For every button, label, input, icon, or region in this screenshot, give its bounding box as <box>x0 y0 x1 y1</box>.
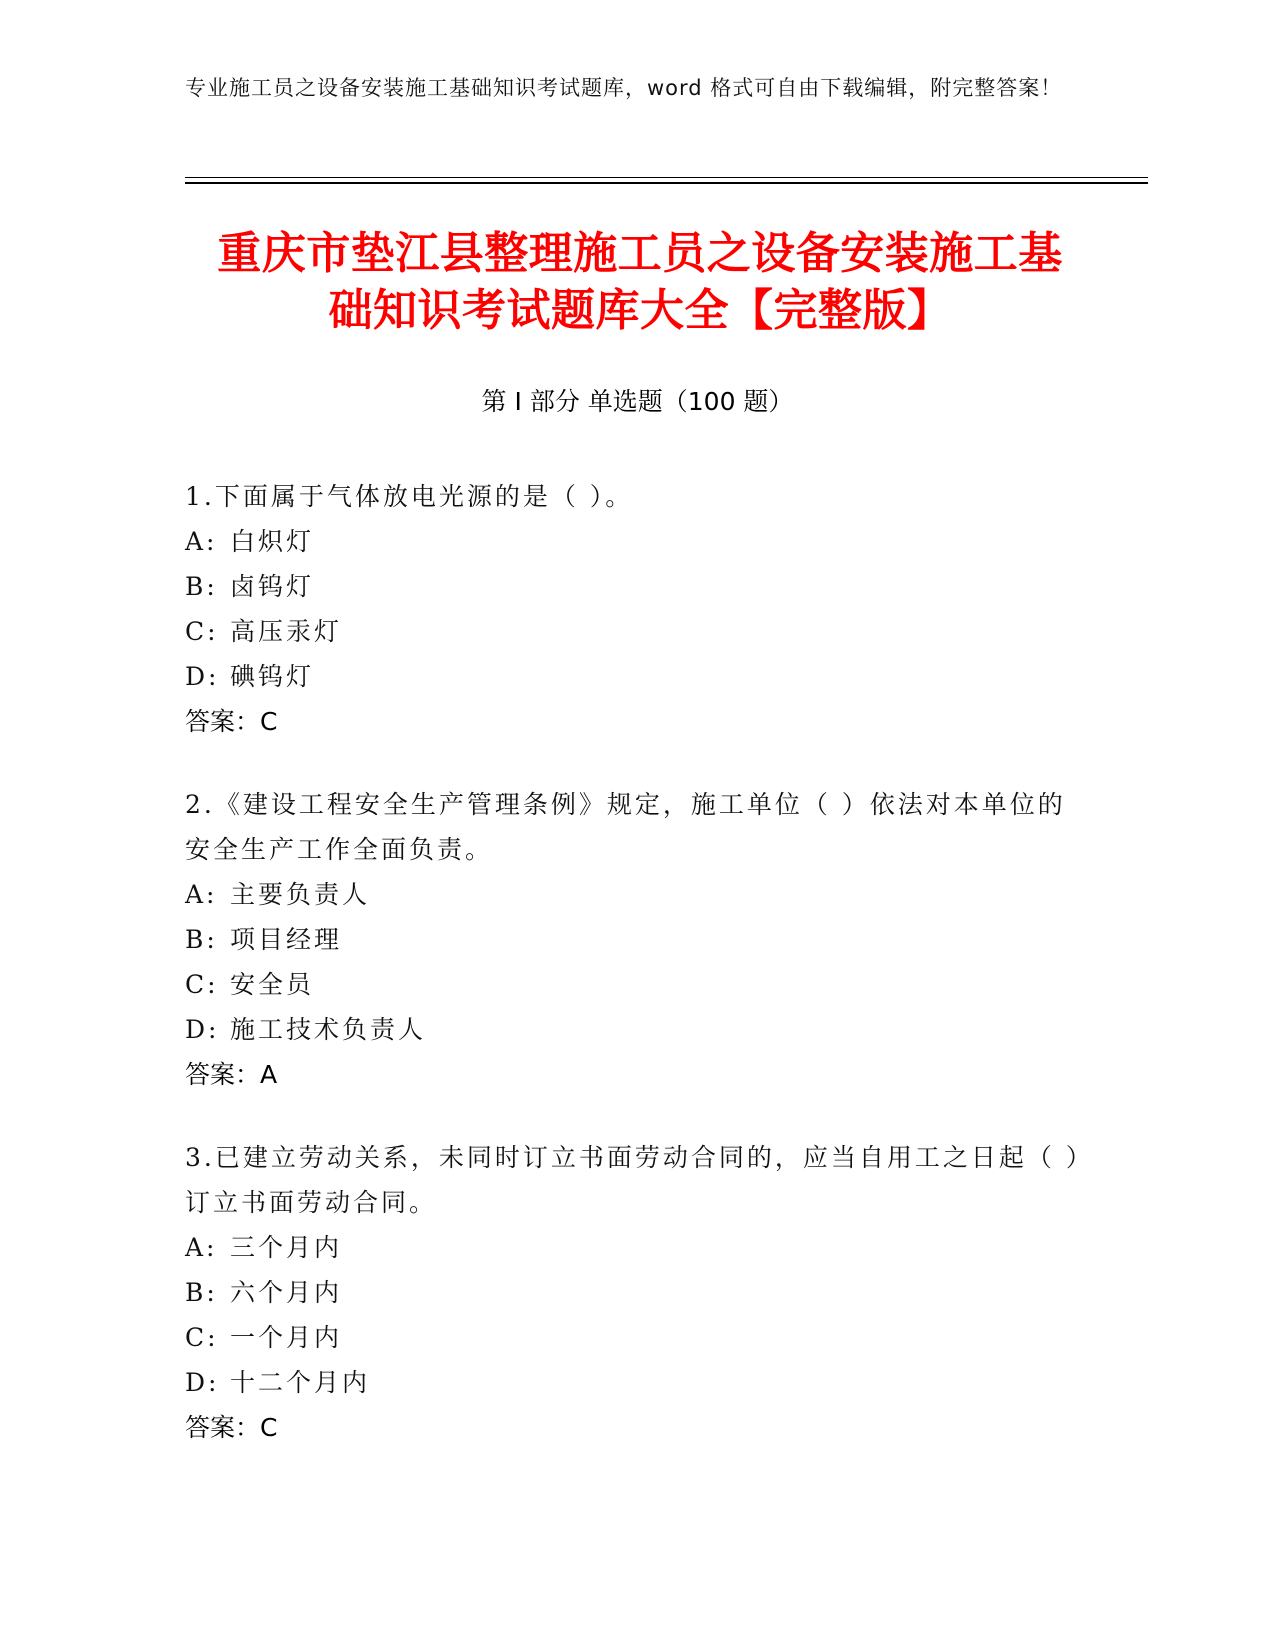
header-note: 专业施工员之设备安装施工基础知识考试题库，word 格式可自由下载编辑，附完整答案！ <box>185 76 1063 100</box>
option-a <box>185 1225 1085 1270</box>
option-letter: C: <box>185 970 219 999</box>
option-text: 主要负责人 <box>230 880 371 909</box>
option-text: 项目经理 <box>230 925 343 954</box>
option-b <box>185 917 1085 962</box>
option-a <box>185 872 1085 917</box>
option-text: 施工技术负责人 <box>230 1015 427 1044</box>
option-d <box>185 1007 1085 1052</box>
option-letter: C: <box>185 617 219 646</box>
question-stem: 1.下面属于气体放电光源的是（ ）。 <box>185 482 634 511</box>
header-divider-thick <box>185 182 1148 184</box>
option-d <box>185 654 1085 699</box>
question-list <box>185 474 1085 1488</box>
option-text: 白炽灯 <box>230 527 315 556</box>
option-text: 安全员 <box>230 970 315 999</box>
question-stem: 3.已建立劳动关系，未同时订立书面劳动合同的，应当自用工之日起（ ）订立书面劳动合同。 <box>185 1143 1082 1217</box>
question-stem: 2.《建设工程安全生产管理条例》规定，施工单位（ ）依法对本单位的安全生产工作全面负责。 <box>185 790 1066 864</box>
option-letter: B: <box>185 572 218 601</box>
option-letter: A: <box>185 527 218 556</box>
answer-line: 答案：C <box>185 1413 278 1442</box>
option-b <box>185 1270 1085 1315</box>
option-text: 碘钨灯 <box>230 662 315 691</box>
option-letter: D: <box>185 662 220 691</box>
header-divider-thin <box>185 177 1148 178</box>
option-letter: D: <box>185 1368 220 1397</box>
option-c <box>185 962 1085 1007</box>
option-letter: A: <box>185 1233 218 1262</box>
question-1 <box>185 474 1085 744</box>
option-text: 一个月内 <box>230 1323 343 1352</box>
title-line-2: 础知识考试题库大全【完整版】 <box>328 285 952 336</box>
option-text: 高压汞灯 <box>230 617 343 646</box>
option-letter: B: <box>185 1278 218 1307</box>
option-letter: A: <box>185 880 218 909</box>
answer-line: 答案：A <box>185 1060 278 1089</box>
option-text: 十二个月内 <box>230 1368 371 1397</box>
option-text: 三个月内 <box>230 1233 343 1262</box>
option-letter: C: <box>185 1323 219 1352</box>
option-c <box>185 609 1085 654</box>
option-letter: D: <box>185 1015 220 1044</box>
option-text: 卤钨灯 <box>230 572 315 601</box>
option-a <box>185 519 1085 564</box>
section-heading: 第 I 部分 单选题（100 题） <box>481 387 794 416</box>
document-title <box>130 225 1150 339</box>
title-line-1: 重庆市垫江县整理施工员之设备安装施工基 <box>217 228 1063 279</box>
option-d <box>185 1360 1085 1405</box>
answer-line: 答案：C <box>185 707 278 736</box>
option-c <box>185 1315 1085 1360</box>
question-2 <box>185 782 1085 1097</box>
option-b <box>185 564 1085 609</box>
option-letter: B: <box>185 925 218 954</box>
question-3 <box>185 1135 1085 1450</box>
option-text: 六个月内 <box>230 1278 343 1307</box>
